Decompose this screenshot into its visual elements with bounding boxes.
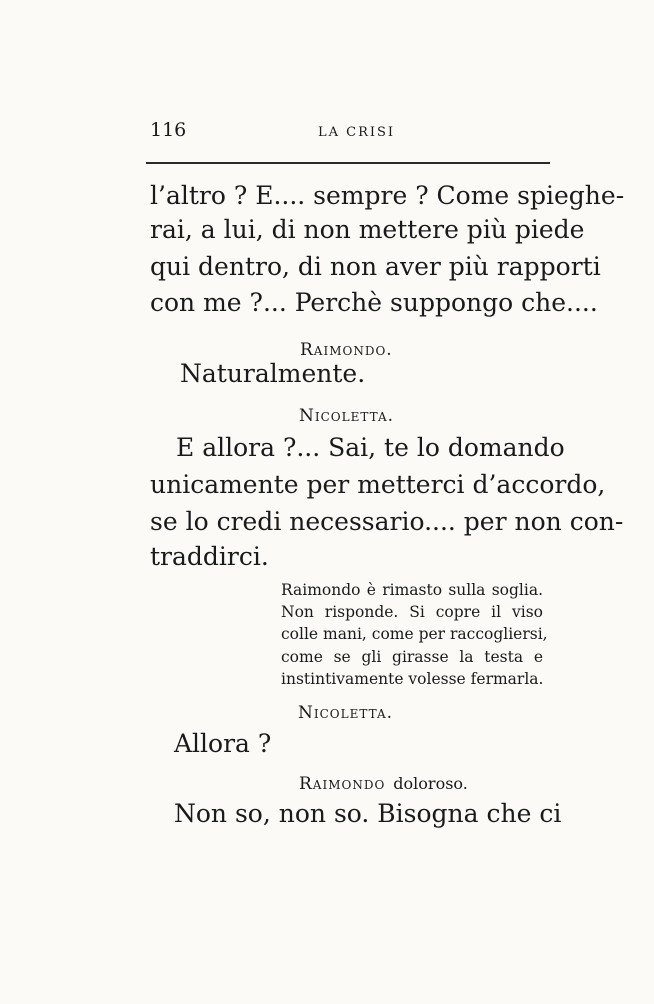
text-line: se lo credi necessario.... per non con- — [150, 507, 624, 536]
text-line: rai, a lui, di non mettere più piede — [150, 215, 585, 244]
text-line: unicamente per metterci d’accordo, — [150, 470, 606, 499]
text-line: con me ?... Perchè suppongo che.... — [150, 288, 598, 317]
speaker-label — [299, 773, 468, 795]
text-line: Allora ? — [174, 729, 272, 758]
stage-direction-line: Non risponde. Si copre il viso — [281, 603, 543, 621]
text-line: traddirci. — [150, 542, 269, 571]
speaker-label: Raimondo. — [300, 340, 393, 360]
stage-direction-line: Raimondo è rimasto sulla soglia. — [281, 581, 543, 599]
speaker-label: Nicoletta. — [298, 703, 394, 723]
speaker-direction: doloroso. — [393, 774, 468, 793]
stage-direction-line: come se gli girasse la testa e — [281, 648, 543, 666]
text-line: qui dentro, di non aver più rapporti — [150, 252, 601, 281]
speaker-label: Nicoletta. — [299, 406, 395, 426]
stage-direction-line: instintivamente volesse fermarla. — [281, 670, 544, 688]
stage-direction-line: colle mani, come per raccogliersi, — [281, 625, 548, 643]
page-number: 116 — [150, 119, 187, 141]
text-line: E allora ?... Sai, te lo domando — [176, 433, 565, 462]
text-line: l’altro ? E.... sempre ? Come spieghe- — [150, 181, 625, 210]
text-line: Naturalmente. — [180, 359, 366, 388]
text-line: Non so, non so. Bisogna che ci — [174, 799, 562, 828]
header-rule — [146, 162, 550, 164]
running-title: LA CRISI — [318, 125, 396, 140]
speaker-name: Raimondo — [299, 774, 386, 794]
